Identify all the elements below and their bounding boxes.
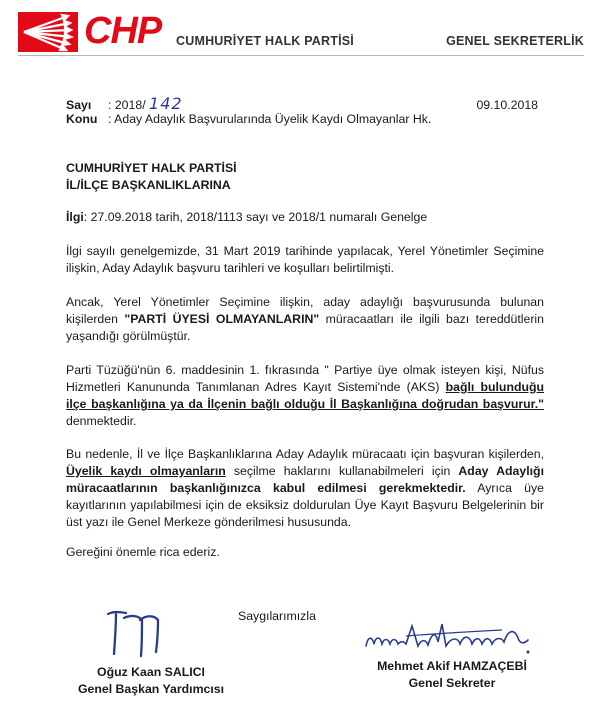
- left-signatory-title: Genel Başkan Yardımcısı: [77, 682, 225, 696]
- letterhead: [18, 8, 584, 56]
- paragraph-3-text-a: Parti Tüzüğü'nün 6. maddesinin 1. fıkrasında " Partiye üye olmak isteyen kişi, Nüfus Hizmetleri Kanununda Tanımlanan Adres Kayıt Sistemi'nde (AKS): [66, 363, 544, 394]
- reference-line: [66, 210, 546, 224]
- paragraph-3-bold-underlined: bağlı bulunduğu ilçe başkanlığına ya da İlçenin bağlı olduğu İl Başkanlığına doğrudan başvurur.": [66, 380, 545, 411]
- paragraph-2-bold: "PARTİ ÜYESİ OLMAYANLARIN": [124, 312, 320, 326]
- addressee: [66, 160, 237, 194]
- left-signature-icon: [104, 606, 164, 660]
- closing-salutation: Saygılarımızla: [238, 609, 316, 623]
- ilgi-text: : 27.09.2018 tarih, 2018/1113 sayı ve 2018/1 numaralı Genelge: [83, 210, 428, 224]
- paragraph-5: Gereğini önemle rica ederiz.: [66, 545, 220, 559]
- konu-value: : Aday Adaylık Başvurularında Üyelik Kaydı Olmayanlar Hk.: [108, 112, 432, 126]
- paragraph-4-text-a: Bu nedenle, İl ve İlçe Başkanlıklarına Aday Adaylık müracaatı için başvuran kişilerden,: [66, 447, 544, 461]
- left-signatory: [66, 664, 236, 698]
- paragraph-2: [66, 294, 544, 345]
- paragraph-1: İlgi sayılı genelgemizde, 31 Mart 2019 tarihinde yapılacak, Yerel Yönetimler Seçimine ilişkin, Aday Adaylık başvuru tarihleri ve koşulları belirtilmişti.: [66, 244, 544, 275]
- right-signatory-title: Genel Sekreter: [408, 676, 496, 690]
- paragraph-3-text-c: denmektedir.: [66, 414, 137, 428]
- addressee-line-1: CUMHURİYET HALK PARTİSİ: [66, 161, 237, 175]
- konu-label: Konu: [66, 112, 98, 126]
- header-divider: [18, 55, 584, 56]
- addressee-line-2: İL/İLÇE BAŞKANLIKLARINA: [66, 178, 231, 192]
- sayi-label: Sayı: [66, 98, 92, 112]
- paragraph-4: [66, 446, 544, 531]
- right-signatory: [352, 658, 552, 692]
- ilgi-label: İlgi: [66, 210, 84, 224]
- sayi-value: : 2018/: [108, 98, 146, 112]
- reference-number-row: [66, 94, 183, 113]
- paragraph-2-text-c: müracaatları ile ilgili bazı tereddütlerin yaşandığı görülmüştür.: [66, 312, 544, 343]
- party-name: CUMHURİYET HALK PARTİSİ: [176, 34, 354, 48]
- right-signatory-name: Mehmet Akif HAMZAÇEBİ: [377, 659, 527, 673]
- right-signature-icon: [362, 618, 534, 658]
- left-signatory-name: Oğuz Kaan SALICI: [97, 665, 205, 679]
- paragraph-4-bold-underlined: Üyelik kaydı olmayanların: [66, 464, 226, 478]
- paragraph-2-text-a: Ancak, Yerel Yönetimler Seçimine ilişkin, aday adaylığı başvurusunda bulunan kişilerden: [66, 295, 544, 326]
- handwritten-number: 142: [149, 94, 183, 113]
- party-logo-text: CHP: [84, 10, 162, 52]
- letter-date: 09.10.2018: [476, 98, 538, 112]
- paragraph-3: [66, 362, 544, 430]
- department-name: GENEL SEKRETERLİK: [446, 34, 584, 48]
- subject-row: [66, 112, 431, 126]
- six-arrows-logo-icon: [18, 12, 78, 52]
- paragraph-4-bold: Aday Adaylığı müracaatlarının başkanlığınızca kabul edilmesi gerekmektedir.: [66, 464, 544, 495]
- paragraph-4-text-e: Ayrıca üye kayıtlarının yapılabilmesi için de eksiksiz doldurulan Üye Kayıt Başvuru Belgelerinin bir üst yazı ile Genel Merkeze gönderilmesi hususunda.: [66, 481, 544, 529]
- paragraph-4-text-c: seçilme haklarını kullanabilmeleri için: [225, 464, 459, 478]
